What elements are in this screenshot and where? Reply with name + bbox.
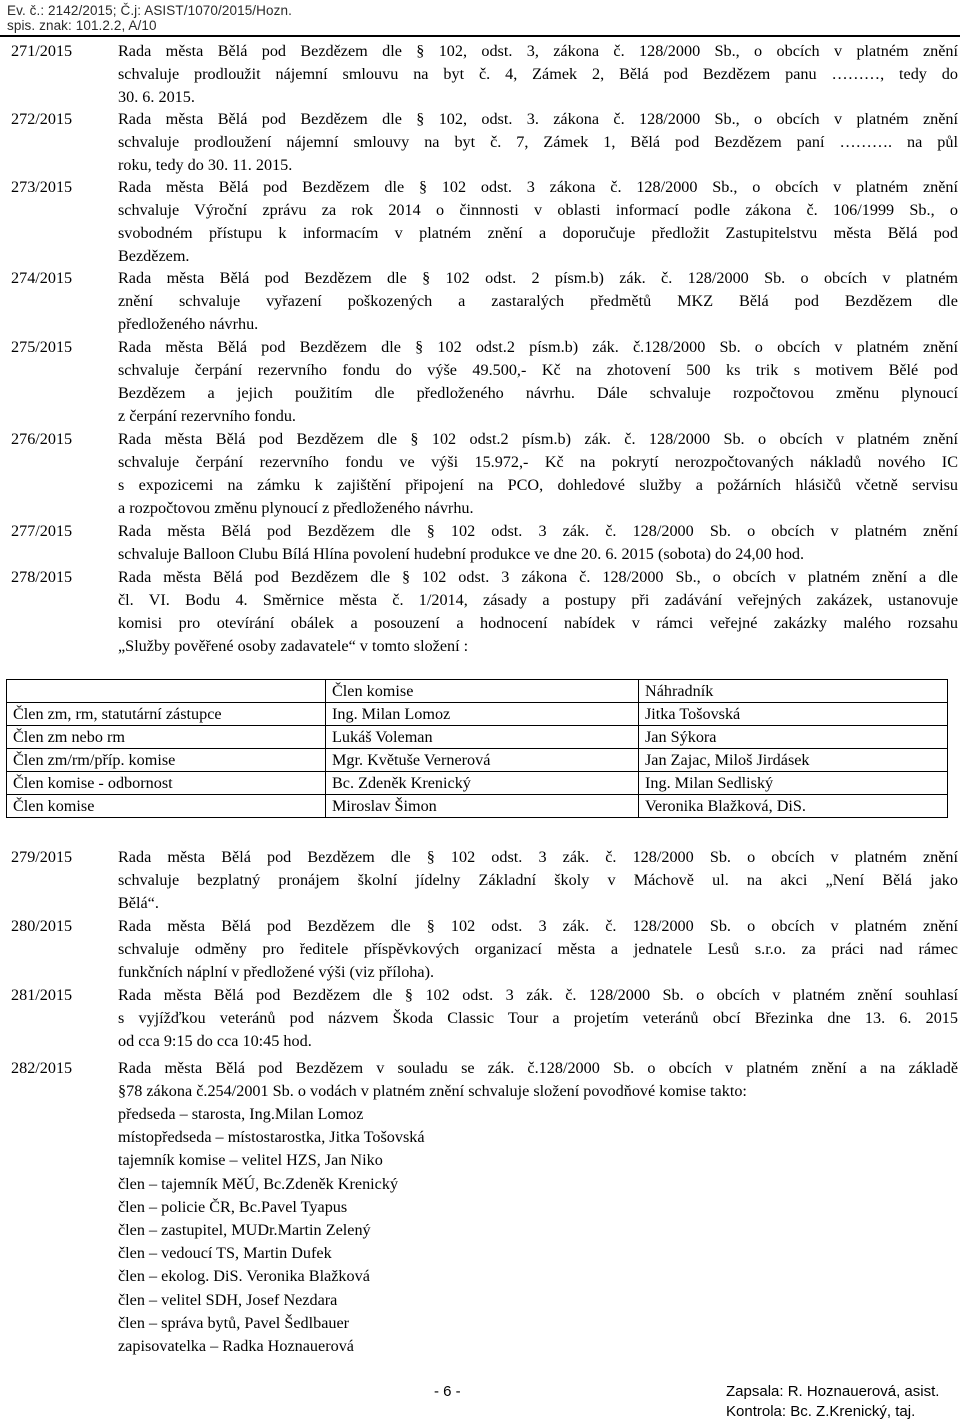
resolution-282 <box>11 1057 958 1358</box>
resolution-text <box>118 1057 958 1103</box>
resolution-text <box>118 915 958 984</box>
member-line: člen – velitel SDH, Josef Nezdara <box>118 1290 338 1309</box>
table-cell: Miroslav Šimon <box>326 795 639 818</box>
resolution-number: 272/2015 <box>11 110 73 128</box>
resolution-line: schvaluje prodloužení nájemní smlouvy na byt č. 7, Zámek 1, Bělá pod Bezdězem paní ………. na půl <box>118 133 958 151</box>
table-cell: Lukáš Voleman <box>326 726 639 749</box>
resolution-line: Rada města Bělá pod Bezdězem dle § 102, odst. 3, zákona č. 128/2000 Sb., o obcích v platném znění <box>118 42 958 60</box>
resolution-text <box>118 176 958 268</box>
table-row <box>7 703 948 726</box>
resolution-line: „Služby pověřené osoby zadavatele“ v tomto složení : <box>118 637 469 655</box>
resolution-line: schvaluje čerpání rezervního fondu ve výši 15.972,- Kč na pokrytí nerozpočtovaných nákladů nového IC <box>118 453 958 471</box>
table-cell: Člen zm/rm/příp. komise <box>7 749 326 772</box>
table-header-cell: Člen komise <box>326 680 639 703</box>
resolution-text <box>118 428 958 520</box>
member-line: zapisovatelka – Radka Hoznauerová <box>118 1337 354 1356</box>
resolution-line: komisi pro otevírání obálek a posouzení a hodnocení nabídek v rámci veřejné zakázky malého rozsahu <box>118 614 958 632</box>
resolution-line: schvaluje bezplatný pronájem školní jídelny Základní školy v Máchově ul. na akci „Není Bělá jako <box>118 871 958 889</box>
resolution-line: schvaluje Balloon Clubu Bílá Hlína povolení hudební produkce ve dne 20. 6. 2015 (sobota) do 24,00 hod. <box>118 545 805 563</box>
resolution-text <box>118 520 958 566</box>
resolution-line: Rada města Bělá pod Bezdězem dle § 102 odst. 3 zák. č. 128/2000 Sb. o obcích v platném znění <box>118 917 958 935</box>
resolution-number: 280/2015 <box>11 917 73 935</box>
evidence-number: Ev. č.: 2142/2015; Č.j: ASIST/1070/2015/Hozn. <box>7 3 292 18</box>
resolution-line: a rozpočtovou změnu plynoucí z předloženého návrhu. <box>118 499 474 517</box>
resolution-280 <box>11 915 958 984</box>
resolution-271 <box>11 40 958 109</box>
resolution-line: schvaluje prodloužit nájemní smlouvu na byt č. 4, Zámek 2, Bělá pod Bezdězem panu ………, tedy do <box>118 65 958 83</box>
flood-commission-members <box>118 1103 958 1358</box>
resolution-number: 278/2015 <box>11 568 73 586</box>
resolution-line: znění schvaluje vyřazení poškozených a zastaralých předmětů MKZ Bělá pod Bezdězem dle <box>118 292 958 310</box>
table-header-cell: Náhradník <box>639 680 948 703</box>
resolution-line: Rada města Bělá pod Bezdězem dle § 102 odst.2 písm.b) zák. č.128/2000 Sb. o obcích v platném znění <box>118 338 958 356</box>
resolution-276 <box>11 428 958 520</box>
resolution-line: Rada města Bělá pod Bezdězem dle § 102 odst. 2 písm.b) zák. č. 128/2000 Sb. o obcích v platném <box>118 269 958 287</box>
table-cell: Ing. Milan Sedliský <box>639 772 948 795</box>
table-row <box>7 772 948 795</box>
resolution-text <box>118 566 958 658</box>
resolution-line: funkčních náplní v předložené výši (viz příloha). <box>118 963 435 981</box>
table-row <box>7 749 948 772</box>
resolution-278 <box>11 566 958 658</box>
resolution-line: Bezdězem. <box>118 247 190 265</box>
document-header <box>7 3 292 33</box>
resolution-line: Rada města Bělá pod Bezdězem v souladu se zák. č.128/2000 Sb. o obcích v platném znění a na základě <box>118 1059 958 1077</box>
table-header-cell <box>7 680 326 703</box>
table-cell: Jan Zajac, Miloš Jirdásek <box>639 749 948 772</box>
member-line: člen – tajemník MěÚ, Bc.Zdeněk Krenický <box>118 1174 399 1193</box>
resolution-line: schvaluje odměny pro ředitele příspěvkových organizací města a jednatele Lesů s.r.o. za práci nad rámec <box>118 940 958 958</box>
resolution-number: 276/2015 <box>11 430 73 448</box>
table-cell: Člen komise <box>7 795 326 818</box>
table-cell: Veronika Blažková, DiS. <box>639 795 948 818</box>
resolution-text <box>118 267 958 336</box>
resolution-line: z čerpání rezervního fondu. <box>118 407 296 425</box>
resolution-number: 275/2015 <box>11 338 73 356</box>
resolution-number: 279/2015 <box>11 848 73 866</box>
table-row <box>7 795 948 818</box>
resolution-line: Bezdězem a jejich použitím dle předloženého návrhu. Dále schvaluje rozpočtovou změnu plynoucí <box>118 384 958 402</box>
resolution-text <box>118 984 958 1053</box>
resolution-273 <box>11 176 958 268</box>
resolution-line: Rada města Bělá pod Bezdězem dle § 102 odst. 3 zák. č. 128/2000 Sb. o obcích v platném znění <box>118 522 958 540</box>
resolution-279 <box>11 846 958 915</box>
page-number: - 6 - <box>434 1383 461 1400</box>
table-cell: Ing. Milan Lomoz <box>326 703 639 726</box>
resolution-text <box>118 40 958 109</box>
resolution-line: od cca 9:15 do cca 10:45 hod. <box>118 1032 312 1050</box>
table-cell: Člen zm nebo rm <box>7 726 326 749</box>
table-cell: Jan Sýkora <box>639 726 948 749</box>
member-line: člen – vedoucí TS, Martin Dufek <box>118 1244 332 1263</box>
resolution-line: Rada města Bělá pod Bezdězem dle § 102 odst.2 písm.b) zák. č. 128/2000 Sb. o obcích v platném znění <box>118 430 958 448</box>
table-cell: Jitka Tošovská <box>639 703 948 726</box>
resolution-line: svobodném přístupu k informacím v platném znění a doporučuje předložit Zastupitelstvu města Bělá pod <box>118 224 958 242</box>
resolution-text <box>118 336 958 428</box>
table-row <box>7 726 948 749</box>
member-line: předseda – starosta, Ing.Milan Lomoz <box>118 1105 364 1123</box>
resolution-line: s vyjížďkou veteránů pod názvem Škoda Classic Tour a projetím veteránů obcí Březinka dne 13. 6. 2015 <box>118 1009 958 1027</box>
resolution-line: schvaluje Výroční zprávu za rok 2014 o činnnosti v oblasti informací podle zákona č. 106/1999 Sb., o <box>118 201 958 219</box>
resolution-number: 271/2015 <box>11 42 73 60</box>
resolution-line: Rada města Bělá pod Bezdězem dle § 102 odst. 3 zák. č. 128/2000 Sb. o obcích v platném znění souhlasí <box>118 986 958 1004</box>
member-line: člen – ekolog. DiS. Veronika Blažková <box>118 1267 370 1286</box>
resolution-line: Bělá“. <box>118 894 159 912</box>
member-line: místopředseda – místostarostka, Jitka Tošovská <box>118 1128 425 1147</box>
resolution-number: 277/2015 <box>11 522 73 540</box>
resolution-272 <box>11 108 958 177</box>
table-cell: Bc. Zdeněk Krenický <box>326 772 639 795</box>
member-line: člen – správa bytů, Pavel Šedlbauer <box>118 1313 350 1332</box>
resolution-number: 281/2015 <box>11 986 73 1004</box>
commission-table <box>6 679 948 818</box>
file-mark: spis. znak: 101.2.2, A/10 <box>7 18 157 33</box>
member-line: člen – zastupitel, MUDr.Martin Zelený <box>118 1221 371 1240</box>
resolution-line: Rada města Bělá pod Bezdězem dle § 102, odst. 3. zákona č. 128/2000 Sb., o obcích v platném znění <box>118 110 958 128</box>
header-divider <box>0 35 960 37</box>
member-line: tajemník komise – velitel HZS, Jan Niko <box>118 1151 383 1170</box>
table-cell: Člen komise - odbornost <box>7 772 326 795</box>
resolution-line: Rada města Bělá pod Bezdězem dle § 102 odst. 3 zákona č. 128/2000 Sb., o obcích v platném znění a dle <box>118 568 958 586</box>
resolution-number: 273/2015 <box>11 178 73 196</box>
resolution-line: s expozicemi na zámku k zajištění připojení na PCO, dohledové služby a požárních hlásičů včetně servisu <box>118 476 958 494</box>
resolution-text <box>118 108 958 177</box>
resolution-line: roku, tedy do 30. 11. 2015. <box>118 156 293 174</box>
resolution-line: §78 zákona č.254/2001 Sb. o vodách v platném znění schvaluje složení povodňové komise takto: <box>118 1082 747 1100</box>
checked-by: Kontrola: Bc. Z.Krenický, taj. <box>726 1403 916 1420</box>
resolution-line: schvaluje čerpání rezervního fondu do výše 49.500,- Kč na zhotovení 500 ks trik s motivem Bělé pod <box>118 361 958 379</box>
resolution-line: 30. 6. 2015. <box>118 88 195 106</box>
resolution-281 <box>11 984 958 1053</box>
resolution-line: Rada města Bělá pod Bezdězem dle § 102 odst. 3 zákona č. 128/2000 Sb., o obcích v platném znění <box>118 178 958 196</box>
resolution-number: 282/2015 <box>11 1059 73 1077</box>
resolution-text <box>118 846 958 915</box>
resolution-line: Rada města Bělá pod Bezdězem dle § 102 odst. 3 zák. č. 128/2000 Sb. o obcích v platném znění <box>118 848 958 866</box>
resolution-line: předloženého návrhu. <box>118 315 259 333</box>
resolution-275 <box>11 336 958 428</box>
table-cell: Člen zm, rm, statutární zástupce <box>7 703 326 726</box>
resolution-274 <box>11 267 958 336</box>
resolution-line: čl. VI. Bodu 4. Směrnice města č. 1/2014, zásady a postupy při zadávání veřejných zakázek, ustanovuje <box>118 591 958 609</box>
recorded-by: Zapsala: R. Hoznauerová, asist. <box>726 1383 940 1400</box>
resolution-277 <box>11 520 958 566</box>
table-header-row <box>7 680 948 703</box>
table-cell: Mgr. Květuše Vernerová <box>326 749 639 772</box>
member-line: člen – policie ČR, Bc.Pavel Tyapus <box>118 1197 348 1216</box>
resolution-number: 274/2015 <box>11 269 73 287</box>
